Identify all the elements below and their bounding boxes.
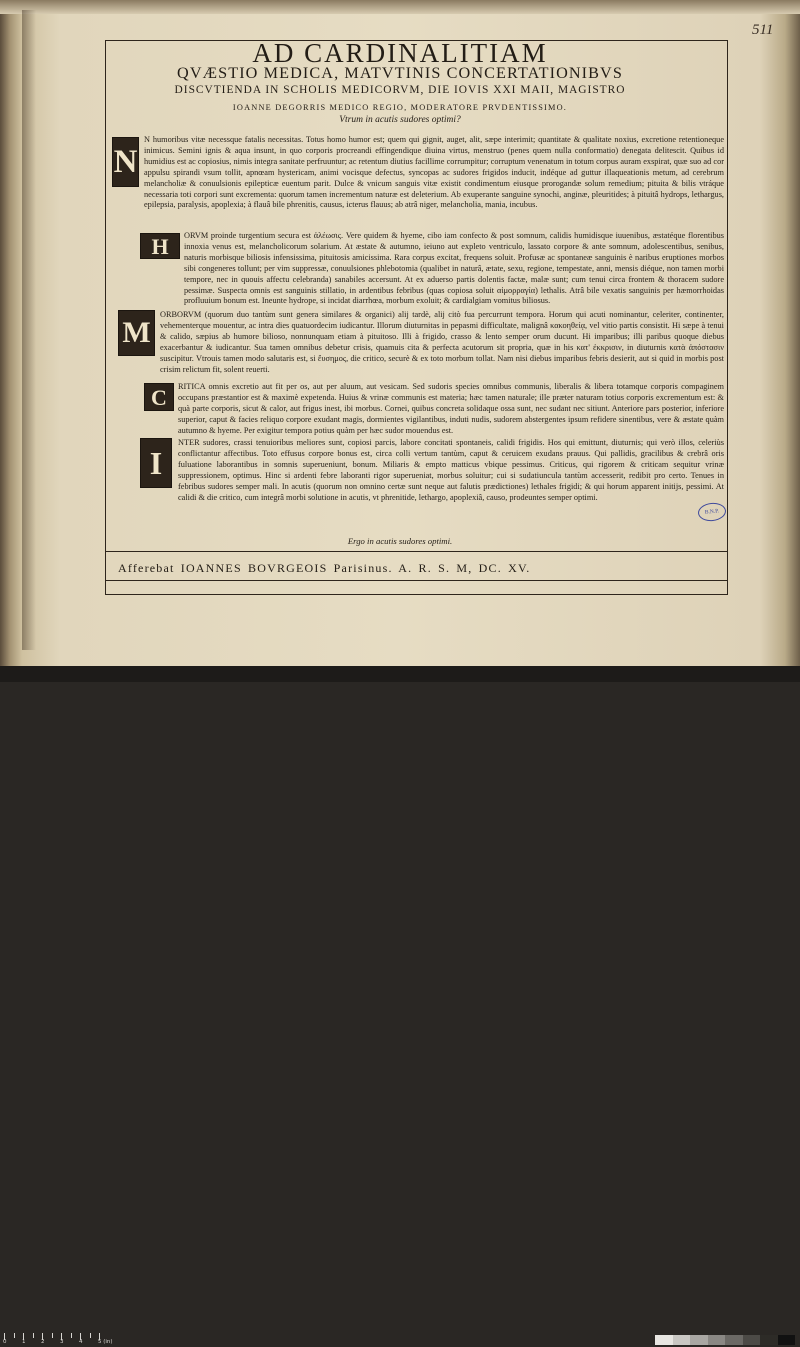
rule-bottom xyxy=(105,580,728,581)
ruler-minor-tick xyxy=(71,1333,72,1338)
ruler-minor-tick xyxy=(52,1333,53,1338)
library-stamp: B.N.P. xyxy=(697,502,727,523)
color-calibration-chart xyxy=(655,1335,795,1345)
paragraph-5: NTER sudores, crassi tenuioribus meliores sunt, copiosi parcis, labore concitati spontaneis, calidi frigidis. Hos qui emittunt, diuturnis; qui verò illos, celeriùs conflictantur affectibus. Toto effusus corpore bonus est, circa colli vertum tantùm, caput & ceruicem exudans prauus. Qui pallidis, gracilibus & crebrâ oris fuluatione laborantibus in somnis superueniunt, bonum. Miliaris & empto matticus vbique pessimus. Criticus, qui rigorem & criticam sequitur vrinæ suppressionem, optimus. Hinc si ardenti febre laboranti rigor superueniat, morbus soluitur; cui si sudatiuncula tantùm accesserit, redibit pro certo. Tenues in febribus sudores semper mali. In acutis (quorum non omnino certæ sunt neque aut falutis prædictiones) lethales frigidi; & qui horum apparent initijs, pessimi. At calidi & die critico, cum integrâ morbi solutione in acutis, vt phrenitide, lethargo, apoplexiâ, causo, prodeuntes semper optimi. xyxy=(178,438,724,502)
drop-cap-h: H xyxy=(140,233,180,259)
drop-cap-i: I xyxy=(140,438,172,488)
ruler-label: 1 xyxy=(22,1339,26,1345)
scanned-page xyxy=(0,0,800,666)
ruler-label: 0 xyxy=(3,1339,7,1345)
ruler-label: 5 (in) xyxy=(98,1339,113,1345)
page-title: AD CARDINALITIAM xyxy=(252,38,548,68)
ruler-label: 3 xyxy=(60,1339,64,1345)
rule-top xyxy=(105,551,728,552)
drop-cap-c: C xyxy=(144,383,174,411)
subtitle-line-2: DISCVTIENDA IN SCHOLIS MEDICORVM, DIE IOVIS XXI MAII, MAGISTRO xyxy=(174,84,626,96)
signature-line: Afferebat IOANNES BOVRGEOIS Parisinus. A. R. S. M, DC. XV. xyxy=(118,561,531,575)
paragraph-3: ORBORVM (quorum duo tantùm sunt genera similares & organici) alij tardè, alij citò fua percurrunt tempora. Horum qui acuti nominantur, celeriter, continenter, vehementerque mouentur, ac intra dies quatuordecim iudicantur. Illorum diuturnitas in pepasmi difficultate, malignâ κακοηθείᾳ, vel vitio partis consistit. Hi sæpe à tenui & calido, sæpius ab humore bilioso, nonnunquam etiam à pituitoso. Illi à frigido, crasso & lento semper orum ducunt. Hi imparibus; illi paribus quoque diebus exacerbantur & iudicantur. Sua tamen omnibus debetur crisis, quamuis cita & perfecta acutorum sit propria, quæ in his κατ' ἐκκρισιν, in diuturnis κατὰ ἀπόστασιν suscipitur. Vtrouis tamen modo salutaris est, si ἔυσημος, die critico, securè & ex toto morbum tollat. Nam nisi diebus imparibus febris desierit, aut si quid in morbis post crisim relictum fit, solent reuerti. xyxy=(160,310,724,374)
question-line: Vtrum in acutis sudores optimi? xyxy=(339,115,461,125)
ruler-minor-tick xyxy=(33,1333,34,1338)
ruler-label: 2 xyxy=(41,1339,45,1345)
subtitle-line-1: QVÆSTIO MEDICA, MATVTINIS CONCERTATIONIBVS xyxy=(177,64,623,82)
paragraph-2: ORVM proinde turgentium secura est ἀλέωσις. Vere quidem & hyeme, cibo iam confecto & post somnum, calidis humidisque iuuenibus, æstatéque florentibus innoxia venus est, melancholicorum solarium. At æstate & autumno, ieiuno aut expleto ventriculo, lassato corpore & ante somnum, adolescentibus, senibus, naturis morbisque biliosis infensissima, pituitosis amicissima. Rara corpus excitat, frequens soluit. Profusæ ac spontaneæ sanguinis è naribus eruptiones morbos sibi congeneres tollunt; per vim suppressæ, conuulsiones phlebotomia (qualibet in naturâ, ætate, sexu, regione, tempestate, anni, mensis diéque, non tamen morbi tempore, nec in quouis affectu celebranda) sanabiles accersunt. At ex aduerso partis dolentis factæ, malæ sunt; cum tenui circa frontem & thoracem sudore pessimæ. Suspecta omnis est sanguinis stillatio, in ardentibus febribus (quas copiosa soluit αἱμορραγία) lethalis. Atrâ bile vexatis sanguinis per hæmorrhoidas profluuium bonum est. Ineunte hydrope, si incidat diarrhœa, morbum exoluit; & cardialgiam vomitus biliosus. xyxy=(184,231,724,306)
page-top-edge xyxy=(0,0,800,14)
drop-cap-n: N xyxy=(112,137,139,187)
paragraph-1: N humoribus vitæ necessque fatalis necessitas. Totus homo humor est; quem qui gignit, auget, alit, sæpe interimit; quantitate & qualitate noxius, excretione retentioneque inimicus. Semini ignis & aqua insunt, in quo corporis procreandi effingendique diuina virtus, menstruo (penes quem nulla conformatio) denegata delitescit. Quibus id humidius est ac copiosius, nimis integra sanitate perfruuntur; ac retentum diutius facillime corrumpitur; corruptum venenatum in totum corpus auram exspirat, quæ suo ad cor appulsu spirandi vsum tollit, apnœam hystericam, animi vocisque defectus, syncopas ac sudores frigidos inducit, indéque ad guttur illaqueationis metum, ad cerebrum melancholiæ & conuulsionis epilepticæ euentum parit. Dulce & vnicum sanguis vitæ existit condimentum eiusque prorogandæ solum remedium; pituita & bilis vtráque necessaria toti corpori sunt excrementa: quorum tamen incrementum naturæ est deleterium. Ab exuperante sanguine synochi, anginæ, pleuritides; à pituitâ hydrops, lethargus, epilepsia, paralysis, apoplexia; à flauâ bile phrenitis, causus, icterus flauus; ab atrâ niger, melancholia, mania, incubus. xyxy=(144,135,724,210)
subtitle-line-3: IOANNE DEGORRIS MEDICO REGIO, MODERATORE PRVDENTISSIMO. xyxy=(232,103,568,112)
ruler-minor-tick xyxy=(90,1333,91,1338)
ruler-minor-tick xyxy=(14,1333,15,1338)
closing-line: Ergo in acutis sudores optimi. xyxy=(347,536,453,546)
paragraph-4: RITICA omnis excretio aut fit per os, aut per aluum, aut vesicam. Sed sudoris species omnibus communis, liberalis & libera totamque corporis compaginem occupans præstantior est & maximè expetenda. Huius & vrinæ communis est materia; hæc tamen naturale; ille præter naturam totius corporis excrementum est: & quà parte corporis, sicut & calor, aut frigus inest, ibi morbus. Cornei, quibus concreta solidaque ossa sunt, nec sudant nec sitiunt. Anteriore pars posterior, inferiore superior, caput & facies reliquo corpore exudant magis, dormientes vigilantibus, induti nudis, sudorem abstergentes ipsum refidere sinentibus, vere & æstate quàm autumno & hyeme. Per exigitur tempora potius quàm per hæc sudor mouendus est. xyxy=(178,382,724,435)
ruler-label: 4 xyxy=(79,1339,83,1345)
drop-cap-m: M xyxy=(118,310,155,356)
page-number: 511 xyxy=(752,22,774,38)
scan-footer xyxy=(0,666,800,1345)
scale-ruler xyxy=(4,1333,124,1347)
